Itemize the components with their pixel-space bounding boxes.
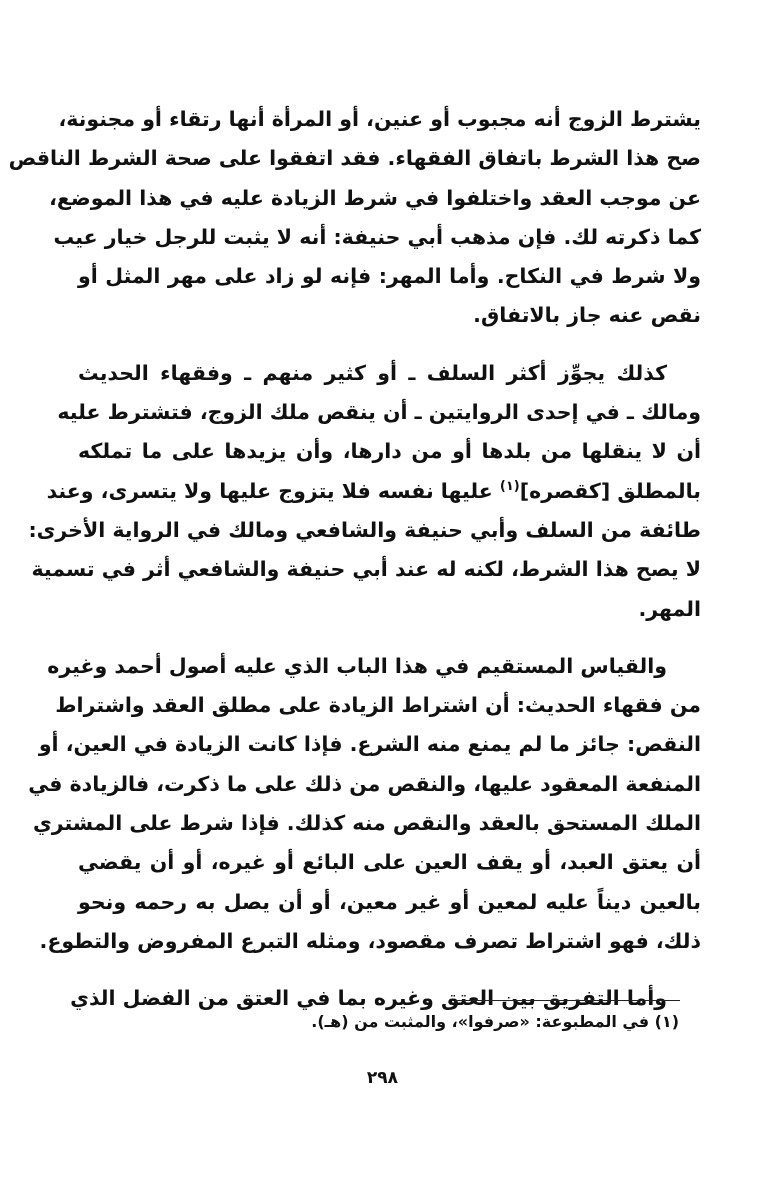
text-line: ذلك، فهو اشتراط تصرف مقصود، ومثله التبرع المفروض والتطوع.: [39, 928, 701, 953]
main-text: [8, 100, 701, 1019]
paragraph-2: [28, 354, 701, 629]
text-line: المنفعة المعقود عليها، والنقص من ذلك على ما ذكرت، فالزيادة في: [28, 771, 701, 796]
text-line: كما ذكرته لك. فإن مذهب أبي حنيفة: أنه لا يثبت للرجل خيار عيب: [53, 224, 701, 249]
text-line-with-footnote: [46, 472, 701, 511]
text-line: عن موجب العقد واختلفوا في شرط الزيادة عليه في هذا الموضع،: [49, 185, 701, 210]
text-line: ومالك ـ في إحدى الروايتين ـ أن ينقص ملك الزوج، فتشترط عليه: [57, 400, 701, 425]
text-segment: بالمطلق [كقصره]: [519, 478, 701, 503]
text-line: طائفة من السلف وأبي حنيفة والشافعي ومالك في الرواية الأخرى:: [28, 517, 701, 542]
text-line: نقص عنه جاز بالاتفاق.: [473, 303, 701, 328]
text-line: النقص: جائز ما لم يمنع منه الشرع. فإذا كانت الزيادة في العين، أو: [38, 732, 701, 757]
footnote-marker[interactable]: (١): [499, 478, 520, 494]
text-line: أن يعتق العبد، أو يقف العين على البائع أو غيره، أو أن يقضي: [78, 850, 701, 875]
text-line: يشترط الزوج أنه مجبوب أو عنين، أو المرأة أنها رتقاء أو مجنونة،: [58, 107, 701, 131]
text-line: والقياس المستقيم في هذا الباب الذي عليه أصول أحمد وغيره: [47, 653, 667, 678]
text-line: ولا شرط في النكاح. وأما المهر: فإنه لو زاد على مهر المثل أو: [78, 264, 701, 289]
page-number: ٢٩٨: [366, 1068, 399, 1088]
text-line: لا يصح هذا الشرط، لكنه له عند أبي حنيفة والشافعي أثر في تسمية: [31, 557, 701, 582]
paragraph-1: [8, 100, 701, 336]
text-line: الملك المستحق بالعقد والنقص منه كذلك. فإذا شرط على المشتري: [33, 811, 701, 836]
text-line: المهر.: [638, 596, 701, 621]
paragraph-3: [28, 647, 701, 961]
text-segment: عليها نفسه فلا يتزوج عليها ولا يتسرى، وعند: [46, 478, 500, 503]
text-line: وأما التفريق بين العتق وغيره بما في العتق من الفضل الذي: [70, 986, 667, 1011]
text-line: من فقهاء الحديث: أن اشتراط الزيادة على مطلق العقد واشتراط: [55, 693, 701, 718]
footnote: (١) في المطبوعة: «صرفوا»، والمثبت من (هـ).: [311, 1012, 679, 1031]
text-line: كذلك يجوِّز أكثر السلف ـ أو كثير منهم ـ وفقهاء الحديث: [78, 360, 667, 385]
footnote-divider: [455, 1000, 680, 1001]
text-line: بالعين ديناً عليه لمعين أو غير معين، أو أن يصل به رحمه ونحو: [78, 889, 701, 914]
text-line: صح هذا الشرط باتفاق الفقهاء. فقد اتفقوا على صحة الشرط الناقص: [8, 146, 701, 171]
text-line: أن لا ينقلها من بلدها أو من دارها، وأن يزيدها على ما تملكه: [78, 439, 701, 464]
